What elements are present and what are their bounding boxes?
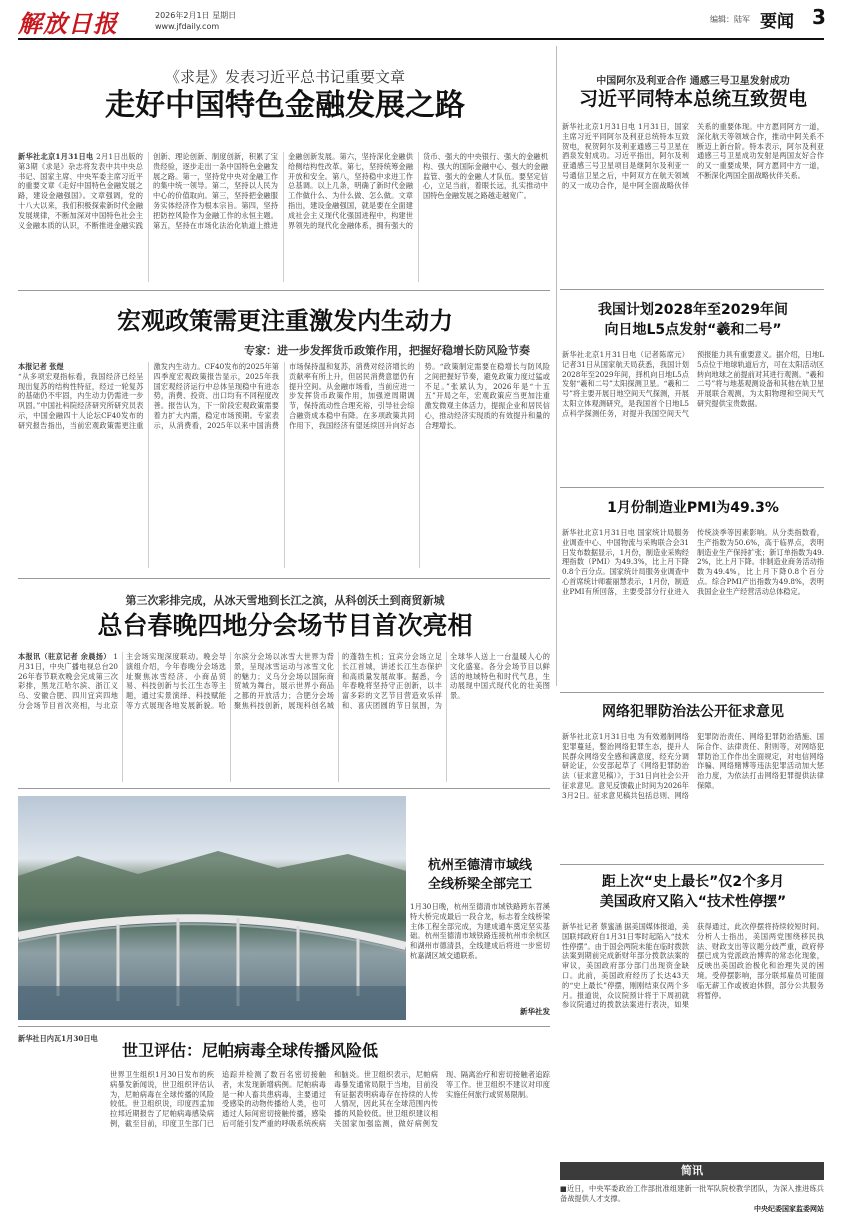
arab-body: 新华社北京1月31日电 1月31日，国家主席习近平同阿尔及利亚总统特本互致贺电，祝贺阿尔及利亚通感三号卫星在酒泉发射成功。习近平指出，阿尔及利亚通感三号卫星项目是继阿尔及利亚一号通信卫星之后，中阿双方在航天领域的又一成功合作，是中阿全面战略伙伴关系的重要体现。中方愿同阿方一道，深化航天等领域合作，推动中阿关系不断迈上新台阶。特本表示，阿尔及利亚通感三号卫星成功发射是两国友好合作的又一重要成果，阿方愿同中方一道，不断深化两国全面战略伙伴关系。 — [562, 122, 824, 190]
gala-kicker: 第三次彩排完成，从冰天雪地到长江之滨，从科创沃土到商贸新城 — [125, 594, 445, 607]
nipah-headline: 世卫评估：尼帕病毒全球传播风险低 — [121, 1041, 378, 1060]
brief-title: 简讯 — [681, 1164, 703, 1177]
masthead-rule — [18, 38, 824, 40]
divider-qiushi-policy — [18, 290, 550, 291]
divider-policy-gala — [18, 578, 550, 579]
bridge-title-line1: 杭州至德清市域线 — [427, 858, 532, 873]
policy-subhead: 专家：进一步发挥货币政策作用，把握好稳增长防风险节奏 — [244, 344, 530, 357]
l5-headline-line1: 我国计划2028年至2029年间 — [598, 302, 788, 318]
divider-gala-photo — [18, 788, 550, 789]
gala-byline: 本报讯（驻京记者 余晨扬） — [18, 652, 111, 661]
masthead-website[interactable]: www.jfdaily.com — [155, 22, 220, 31]
policy-headline: 宏观政策需更注重激发内生动力 — [117, 307, 453, 335]
tariff-body: 新华社记者 蔡蜜涵 据美国媒体报道，美国联邦政府自1月31日零时起陷入“技术性停摆”。由于国会两院未能在临时拨款法案到期前完成新财年部分拨款法案的审议，美国政府部分部门出现资金缺口。此前，美国政府经历了长达43天的“史上最长”停摆，刚刚结束仅两个多月。报道说，众议院预计将于下周初就参议院通过的拨款法案进行表决，如果获得通过，此次停摆将持续较短时间。分析人士指出，美国两党围绕移民执法、财政支出等议题分歧严重，政府停摆已成为党派政治博弈的常态化现象，反映出美国政治极化和治理失灵的困境。受停摆影响，部分联邦雇员可能面临无薪工作或被迫休假，部分公共服务将暂停。 — [562, 922, 824, 1010]
fraud-body: 新华社北京1月31日电 为有效遏制网络犯罪蔓延，整治网络犯罪生态，提升人民群众网络安全感和满意度，经充分调研论证，公安部起草了《网络犯罪防治法（征求意见稿）》，于31日向社会公开征求意见。意见反馈截止时间为2026年3月2日。征求意见稿共包括总则、网络犯罪防治责任、网络犯罪防治措施、国际合作、法律责任、附则等，对网络犯罪防治工作作出全面规定，对电信网络诈骗、网络赌博等违法犯罪活动加大惩治力度，为依法打击网络犯罪提供法律保障。 — [562, 732, 824, 800]
policy-body — [18, 362, 550, 568]
divider-fraud-tariff — [560, 864, 824, 865]
brief-box — [560, 1162, 824, 1222]
arab-kicker: 中国阿尔及利亚合作 通感三号卫星发射成功 — [596, 76, 790, 87]
arab-headline: 习近平同特本总统互致贺电 — [578, 88, 807, 110]
page-number: 3 — [812, 5, 826, 29]
brief-title-bar — [560, 1162, 824, 1180]
l5-headline-line2: 向日地L5点发射“羲和二号” — [604, 322, 782, 338]
masthead-date: 2026年2月1日 星期日 — [155, 11, 237, 20]
policy-byline: 本报记者 张煜 — [18, 362, 64, 371]
brief-text: ■近日，中央军委政治工作部批准组建新一批军队院校教学团队，为深入推进练兵备战提供人才支撑。 — [560, 1184, 824, 1203]
nipah-lead-col — [18, 1034, 108, 1220]
divider-photo-nipah — [18, 1026, 550, 1027]
pmi-body: 新华社北京1月31日电 国家统计局服务业调查中心、中国物流与采购联合会31日发布数据显示，1月份，制造业采购经理指数（PMI）为49.3%，比上月下降0.8个百分点。国家统计局服务业调查中心首席统计师霍丽慧表示，1月份，制造业PMI有所回落，主要受部分行业进入传统淡季等因素影响。从分类指数看，生产指数为50.6%，高于临界点，表明制造业生产保持扩张；新订单指数为49.2%，比上月下降。非制造业商务活动指数为49.4%，比上月下降0.8个百分点。综合PMI产出指数为49.8%，表明我国企业生产经营活动总体稳定。 — [562, 528, 824, 596]
policy-text: “从多项宏观指标看，我国经济已经呈现出复苏的结构性特征，经过一轮复苏的基础仍不牢固，内生动力仍需进一步巩固。”中国社科院经济研究所研究员表示，中国金融四十人论坛CF40发布的研究报告指出，当前宏观政策需更注重激发内生动力。CF40发布的2025年第四季度宏观政策报告显示，2025年我国宏观经济运行中总体呈现稳中有进态势，消费、投资、出口均有不同程度改善。报告认为，下一阶段宏观政策需要着力扩大内需，稳定市场预期。专家表示，从消费看，2025年以来中国消费市场保持温和复苏，消费对经济增长的贡献率有所上升，但居民消费意愿仍有提升空间。从金融市场看，当前应进一步发挥货币政策作用，加强逆周期调节，保持流动性合理充裕，引导社会综合融资成本稳中有降。在多项政策共同作用下，我国经济有望延续回升向好态势。“政策制定需要在稳增长与防风险之间把握好节奏，避免政策力度过猛或不足。”张斌认为，2026年是“十五五”开局之年，宏观政策应当更加注重激发微观主体活力，提振企业和居民信心，推动经济实现质的有效提升和量的合理增长。 — [18, 362, 550, 430]
pmi-headline: 1月份制造业PMI为49.3% — [607, 500, 779, 516]
bridge-title-line2: 全线桥梁全部完工 — [427, 877, 532, 892]
gala-text: 1月31日，中央广播电视总台2026年春节联欢晚会完成第三次彩排，黑龙江哈尔滨、浙江义乌、安徽合肥、四川宜宾四地分会场节目首次亮相，与北京主会场实现深度联动。晚会导演组介绍，今年春晚分会场选址聚焦冰雪经济、小商品贸易、科技创新与长江生态等主题，通过实景演绎、科技赋能等方式展现各地发展新貌。哈尔滨分会场以冰雪大世界为背景，呈现冰雪运动与冰雪文化的魅力；义乌分会场以国际商贸城为舞台，展示世界小商品之都的开放活力；合肥分会场聚焦科技创新，展现科创名城的蓬勃生机；宜宾分会场立足长江首城，讲述长江生态保护和高质量发展故事。据悉，今年春晚将坚持守正创新，以丰富多彩的文艺节目营造欢乐祥和、喜庆团圆的节日氛围，为全球华人送上一台温暖人心的文化盛宴。各分会场节目以鲜活的地域特色和时代气息，生动展现中国式现代化的壮美图景。 — [18, 652, 550, 710]
fraud-headline: 网络犯罪防治法公开征求意见 — [602, 704, 784, 720]
qiushi-lead: 新华社北京1月31日电 — [18, 152, 94, 161]
divider-pmi-fraud — [560, 692, 824, 693]
masthead-logo: 解放日报 — [18, 9, 118, 38]
gala-headline: 总台春晚四地分会场节目首次亮相 — [97, 611, 473, 640]
bridge-credit: 新华社发 — [520, 1007, 550, 1016]
nipah-lead: 新华社日内瓦1月30日电 — [18, 1034, 98, 1043]
column-divider — [556, 46, 557, 686]
section-title: 要闻 — [760, 12, 794, 32]
bridge-caption-box — [410, 796, 550, 1020]
divider-l5-pmi — [560, 487, 824, 488]
gala-body — [18, 652, 550, 782]
bridge-photo — [18, 796, 406, 1020]
bridge-illustration — [18, 796, 406, 1020]
tariff-headline-line2: 美国政府又陷入“技术性停摆” — [599, 894, 787, 910]
bridge-caption: 1月30日晚，杭州至德清市域铁路跨东苕溪特大桥完成最后一段合龙，标志着全线桥梁主体工程全部完成，为建成通车奠定坚实基础。杭州至德清市域铁路连接杭州市余杭区和湖州市德清县，全线建成后将进一步密切杭嘉湖区域交通联系。 — [410, 902, 550, 960]
masthead-editor: 编辑：陆军 — [710, 15, 750, 24]
divider-arab-l5 — [560, 289, 824, 290]
qiushi-body — [18, 152, 548, 282]
l5-body: 新华社北京1月31日电（记者陈席元）记者31日从国家航天局获悉，我国计划2028年至2029年间，择机向日地L5点发射“羲和二号”太阳探测卫星。“羲和二号”将主要开展日地空间天气探测，开展太阳立体观测研究，是我国首个日地L5点科学探测任务，对提升我国空间天气预报能力具有重要意义。据介绍，日地L5点位于地球轨道后方，可在太阳活动区转向地球之前提前对其进行观测。“羲和二号”将与地基观测设备和其他在轨卫星开展联合观测，为太阳物理和空间天气研究提供宝贵数据。 — [562, 350, 824, 418]
tariff-headline-line1: 距上次“史上最长”仅2个多月 — [601, 874, 785, 890]
brief-source: 中央纪委国家监委网站 — [754, 1203, 824, 1213]
qiushi-kicker: 《求是》发表习近平总书记重要文章 — [164, 68, 405, 86]
nipah-body: 世界卫生组织1月30日发布的疾病暴发新闻说，世卫组织评估认为，尼帕病毒在全球传播的风险较低。世卫组织说，印度西孟加拉邦近期报告了尼帕病毒感染病例，截至目前，印度卫生部门已追踪并检测了数百名密切接触者，未发现新增病例。尼帕病毒是一种人畜共患病毒，主要通过受感染的动物传播给人类，也可通过人际间密切接触传播，感染后可能引发严重的呼吸系统疾病和脑炎。世卫组织表示，尼帕病毒暴发通常局限于当地，目前没有证据表明病毒存在持续的人传人情况，因此其在全球范围内传播的风险较低。世卫组织建议相关国家加强监测，做好病例发现、隔离治疗和密切接触者追踪等工作。世卫组织不建议对印度实施任何旅行或贸易限制。 — [110, 1070, 550, 1128]
qiushi-text: 2月1日出版的第3期《求是》杂志将发表中共中央总书记、国家主席、中央军委主席习近平的重要文章《走好中国特色金融发展之路，建设金融强国》。文章强调，党的十八大以来，我们积极探索新时代金融发展规律，不断加深对中国特色社会主义金融本质的认识，不断推进金融实践创新、理论创新、制度创新，积累了宝贵经验，逐步走出一条中国特色金融发展之路。第一，坚持党中央对金融工作的集中统一领导。第二，坚持以人民为中心的价值取向。第三，坚持把金融服务实体经济作为根本宗旨。第四，坚持把防控风险作为金融工作的永恒主题。第五，坚持在市场化法治化轨道上推进金融创新发展。第六，坚持深化金融供给侧结构性改革。第七，坚持统筹金融开放和安全。第八，坚持稳中求进工作总基调。以上几条，明确了新时代金融工作做什么、为什么做、怎么做。文章指出，建设金融强国，就是要在全面建成社会主义现代化强国进程中，构建世界领先的现代化金融体系，拥有强大的货币、强大的中央银行、强大的金融机构、强大的国际金融中心、强大的金融监管、强大的金融人才队伍。要坚定信心，立足当前，着眼长远，扎实推动中国特色金融发展之路越走越宽广。 — [18, 152, 548, 230]
qiushi-headline: 走好中国特色金融发展之路 — [105, 88, 465, 123]
masthead — [0, 0, 841, 40]
